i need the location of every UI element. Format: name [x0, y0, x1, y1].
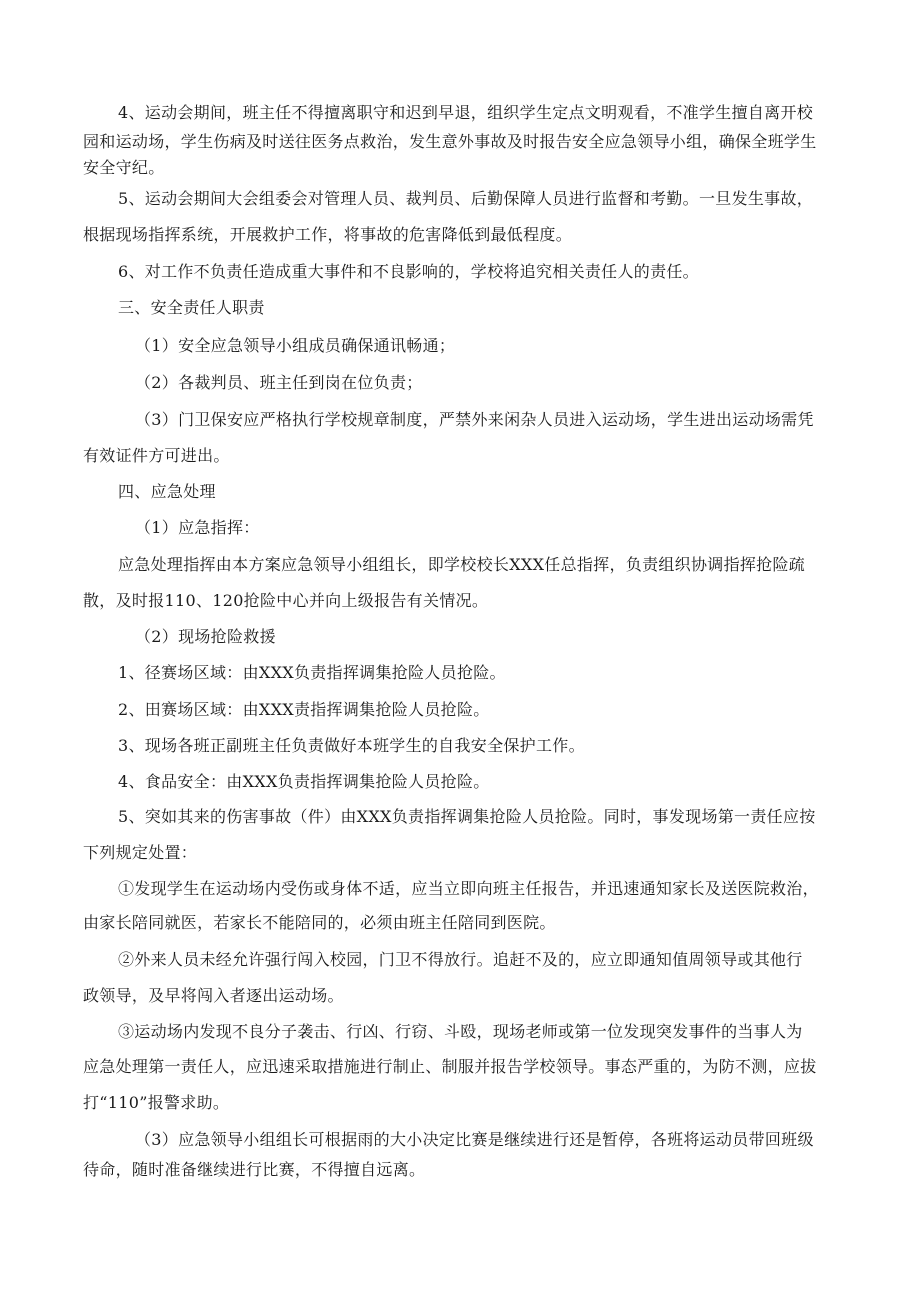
- item5-line1: 5、运动会期间大会组委会对管理人员、裁判员、后勤保障人员进行监督和考勤。一旦发生事故，: [118, 189, 814, 208]
- section4-c1-line1: ①发现学生在运动场内受伤或身体不适，应当立即向班主任报告，并迅速通知家长及送医院救治，: [118, 879, 819, 898]
- section3-sub1: （1）安全应急领导小组成员确保通讯畅通；: [135, 336, 456, 355]
- item5-line2: 根据现场指挥系统，开展救护工作，将事故的危害降低到最低程度。: [83, 225, 573, 244]
- section4-p1-line2: 散，及时报110、120抢险中心并向上级报告有关情况。: [83, 591, 489, 610]
- item4-line1: 4、运动会期间，班主任不得擅离职守和迟到早退，组织学生定点文明观看，不准学生擅自离开校: [118, 103, 814, 122]
- section3-sub3-line1: （3）门卫保安应严格执行学校规章制度，严禁外来闲杂人员进入运动场，学生进出运动场需凭: [135, 410, 814, 429]
- section3-heading: 三、安全责任人职责: [118, 298, 265, 317]
- section4-c2-line1: ②外来人员未经允许强行闯入校园，门卫不得放行。追赶不及的，应立即通知值周领导或其他行: [118, 950, 803, 969]
- section4-c1-line2: 由家长陪同就医，若家长不能陪同的，必须由班主任陪同到医院。: [83, 913, 556, 932]
- section4-sub1: （1）应急指挥：: [135, 518, 260, 537]
- section4-r1: 1、径赛场区域：由XXX负责指挥调集抢险人员抢险。: [118, 663, 506, 682]
- section4-r5-line2: 下列规定处置：: [83, 843, 198, 862]
- section4-c2-line2: 政领导，及早将闯入者逐出运动场。: [83, 986, 344, 1005]
- section4-c3-line3: 打“110”报警求助。: [83, 1093, 230, 1112]
- section4-p1-line1: 应急处理指挥由本方案应急领导小组组长，即学校校长XXX任总指挥，负责组织协调指挥抢险疏: [118, 555, 806, 574]
- section4-heading: 四、应急处理: [118, 482, 216, 501]
- item4-line3: 安全守纪。: [83, 158, 165, 177]
- item6-line1: 6、对工作不负责任造成重大事件和不良影响的，学校将追究相关责任人的责任。: [118, 262, 699, 281]
- section4-r4: 4、食品安全：由XXX负责指挥调集抢险人员抢险。: [118, 772, 490, 791]
- section4-c3-line1: ③运动场内发现不良分子袭击、行凶、行窃、斗殴，现场老师或第一位发现突发事件的当事人为: [118, 1022, 803, 1041]
- section4-sub3-line1: （3）应急领导小组组长可根据雨的大小决定比赛是继续进行还是暂停，各班将运动员带回班级: [135, 1130, 814, 1149]
- section3-sub3-line2: 有效证件方可进出。: [83, 446, 230, 465]
- section4-r3: 3、现场各班正副班主任负责做好本班学生的自我安全保护工作。: [118, 736, 585, 755]
- item4-line2: 园和运动场，学生伤病及时送往医务点救治，发生意外事故及时报告安全应急领导小组，确保全班学生: [83, 132, 817, 151]
- section4-r5-line1: 5、突如其来的伤害事故（件）由XXX负责指挥调集抢险人员抢险。同时，事发现场第一责任应按: [118, 807, 816, 826]
- section3-sub2: （2）各裁判员、班主任到岗在位负责；: [135, 373, 423, 392]
- section4-r2: 2、田赛场区域：由XXX责指挥调集抢险人员抢险。: [118, 700, 490, 719]
- section4-c3-line2: 应急处理第一责任人，应迅速采取措施进行制止、制服并报告学校领导。事态严重的，为防不测，应拔: [83, 1057, 817, 1076]
- section4-sub2: （2）现场抢险救援: [135, 627, 276, 646]
- section4-sub3-line2: 待命，随时准备继续进行比赛，不得擅自远离。: [83, 1160, 426, 1179]
